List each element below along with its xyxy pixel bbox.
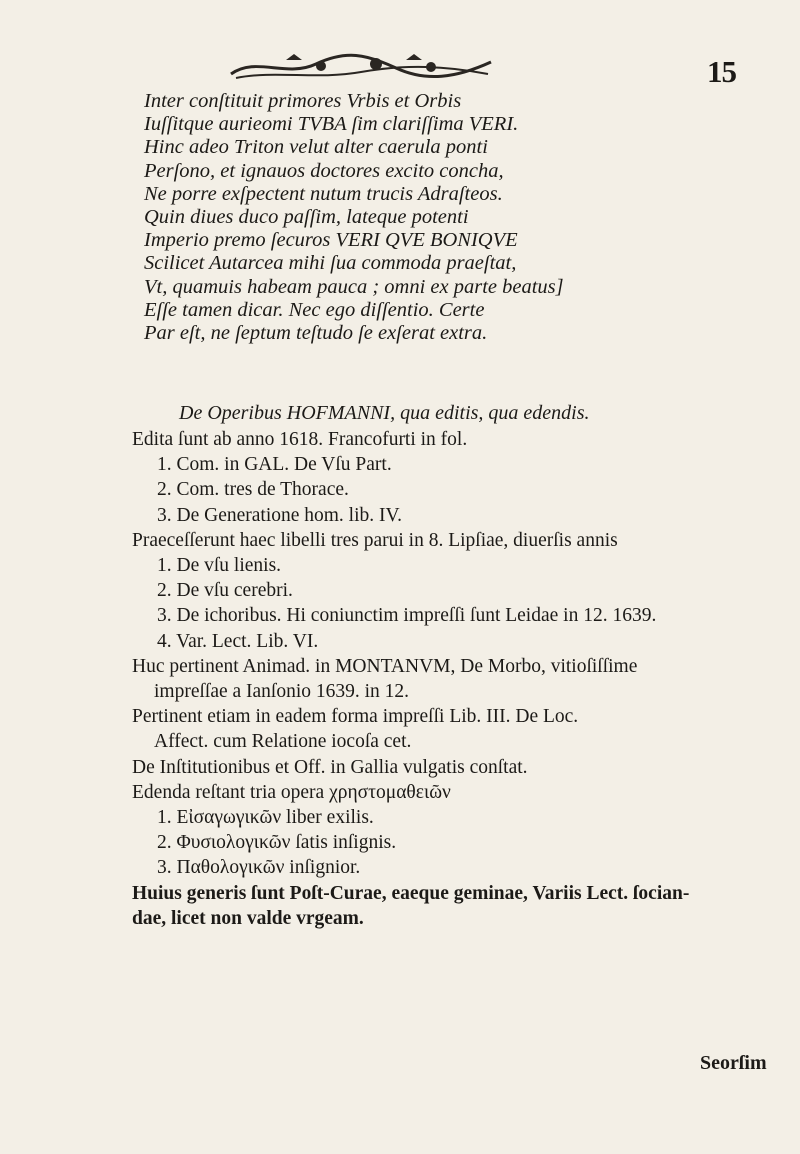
bibliography-list	[132, 427, 782, 931]
list-item: 2. De vſu cerebri.	[157, 580, 293, 602]
poem-line: Eſſe tamen dicar. Nec ego diſſentio. Certe	[144, 298, 485, 321]
list-item: impreſſae a Ianſonio 1639. in 12.	[154, 681, 410, 703]
list-item: De Inſtitutionibus et Off. in Gallia vulgatis conſtat.	[132, 756, 528, 778]
poem-line: Ne porre exſpectent nutum trucis Adraſteos.	[144, 182, 503, 205]
poem-line: Vt, quamuis habeam pauca ; omni ex parte beatus]	[144, 275, 564, 298]
poem-line: Inter conſtituit primores Vrbis et Orbis	[144, 90, 462, 112]
list-item: Huius generis ſunt Poſt-Curae, eaeque geminae, Variis Lect. ſocian-	[132, 882, 690, 904]
poem-block	[144, 90, 744, 345]
list-item: 2. Com. tres de Thorace.	[157, 479, 349, 501]
list-item: 3. De ichoribus. Hi coniunctim impreſſi ſunt Leidae in 12. 1639.	[157, 605, 657, 627]
list-item: 1. Com. in GAL. De Vſu Part.	[157, 454, 392, 476]
poem-line: Perſono, et ignauos doctores excito concha,	[144, 159, 504, 182]
page-number: 15	[707, 54, 736, 89]
list-item: 1. Εἰσαγωγικῶν liber exilis.	[157, 807, 374, 829]
headpiece-ornament	[226, 52, 496, 82]
poem-line: Quin diues duco paſſim, lateque potenti	[144, 206, 469, 229]
list-item: Praeceſſerunt haec libelli tres parui in 8. Lipſiae, diuerſis annis	[132, 529, 618, 551]
catchword: Seorſim	[700, 1052, 767, 1074]
list-item: 4. Var. Lect. Lib. VI.	[157, 630, 319, 652]
poem-line: Imperio premo ſecuros VERI QVE BONIQVE	[144, 229, 518, 252]
list-item: 3. Παθολογικῶν inſignior.	[157, 857, 361, 879]
list-item: 2. Φυσιολογικῶν ſatis inſignis.	[157, 832, 397, 854]
list-item: Affect. cum Relatione iocoſa cet.	[154, 731, 412, 753]
poem-line: Iuſſitque aurieomi TVBA ſim clariſſima VERI.	[144, 113, 519, 136]
list-item: Edita ſunt ab anno 1618. Francofurti in fol.	[132, 429, 468, 450]
list-item: Pertinent etiam in eadem forma impreſſi Lib. III. De Loc.	[132, 706, 579, 728]
list-item: dae, licet non valde vrgeam.	[132, 907, 364, 929]
list-item: Huc pertinent Animad. in MONTANVM, De Morbo, vitioſiſſime	[132, 655, 638, 677]
section-heading: De Operibus HOFMANNI, qua editis, qua edendis.	[179, 402, 590, 424]
list-item: 3. De Generatione hom. lib. IV.	[157, 504, 402, 526]
poem-line: Par eſt, ne ſeptum teſtudo ſe exſerat extra.	[144, 322, 488, 345]
poem-line: Scilicet Autarcea mihi ſua commoda praeſtat,	[144, 252, 517, 275]
list-item: Edenda reſtant tria opera χρηστομαθειῶν	[132, 781, 451, 803]
poem-line: Hinc adeo Triton velut alter caerula ponti	[144, 136, 488, 159]
list-item: 1. De vſu lienis.	[157, 555, 282, 577]
